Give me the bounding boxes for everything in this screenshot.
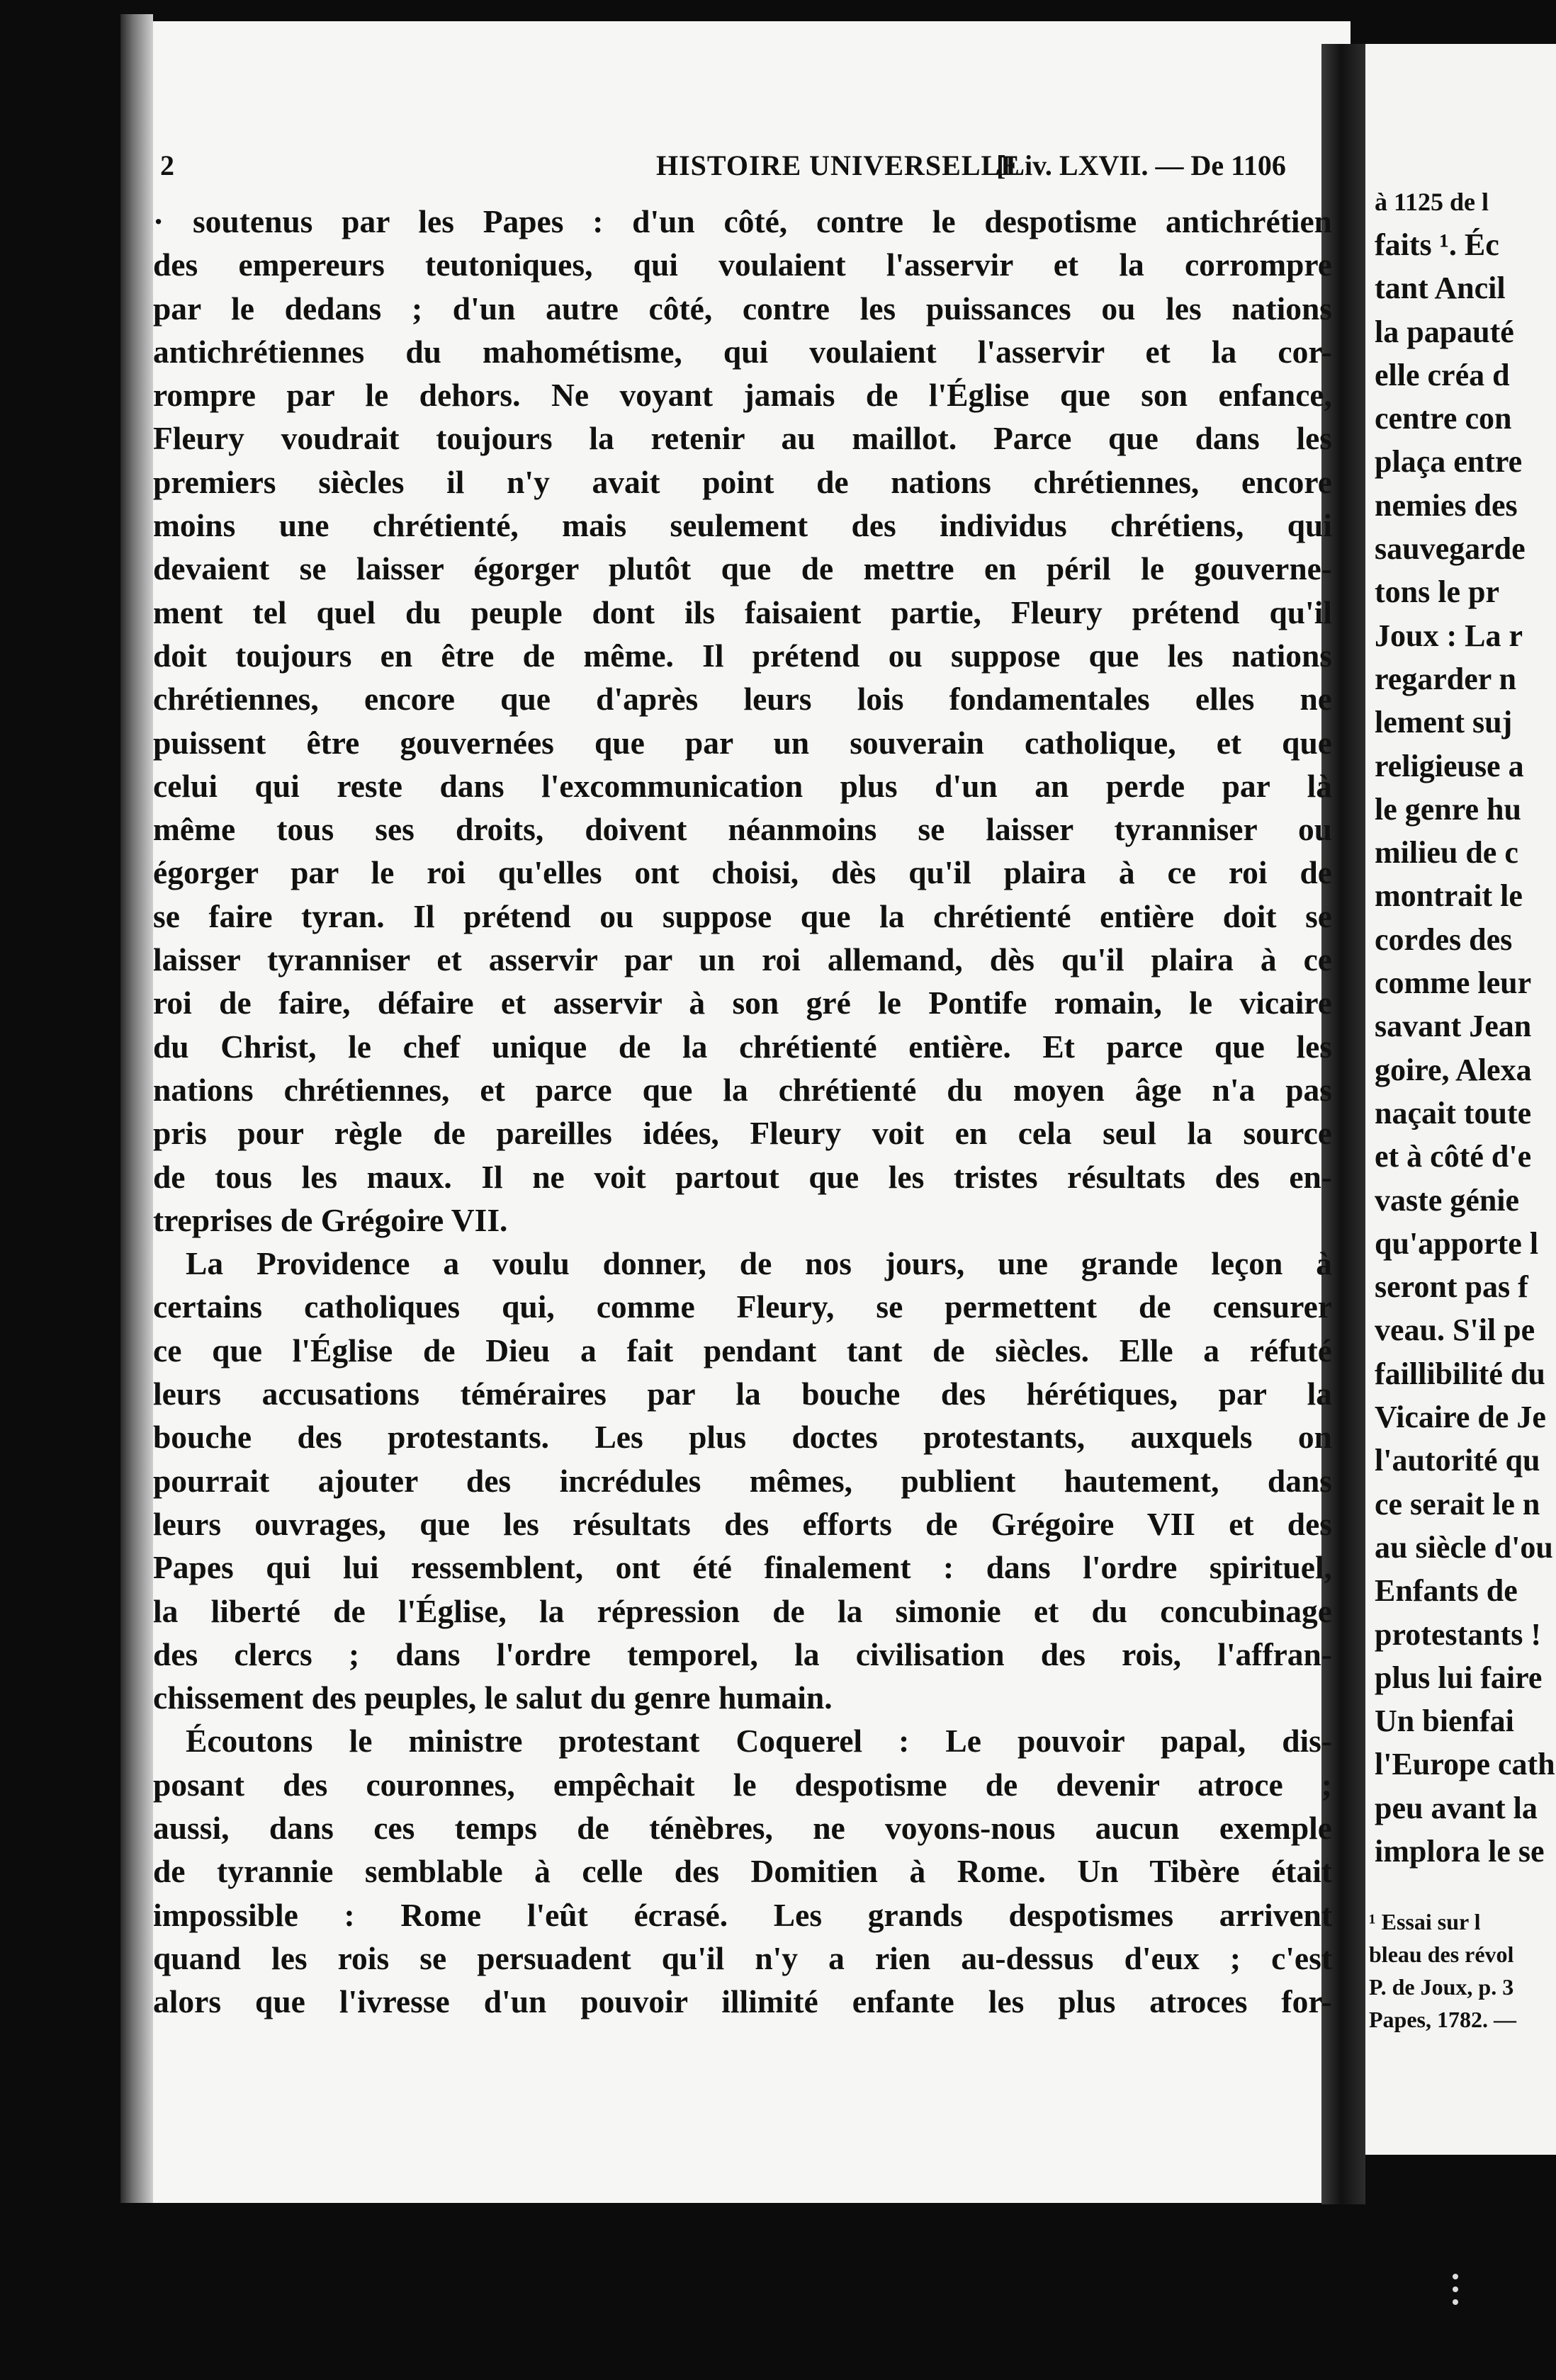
text-line: la liberté de l'Église, la répression de la simonie et du concubinage [153,1592,1332,1629]
right-page-line: tant Ancil [1375,271,1506,306]
right-page-line: plaça entre [1375,444,1523,480]
right-page-line: lement suj [1375,705,1513,740]
text-line: alors que l'ivresse d'un pouvoir illimité enfante les plus atroces for- [153,1983,1332,2020]
right-page-line: l'autorité qu [1375,1443,1540,1478]
text-line: égorger par le roi qu'elles ont choisi, dès qu'il plaira à ce roi de [153,854,1332,891]
main-text-column [153,200,1332,2023]
right-page-line: plus lui faire [1375,1660,1543,1695]
running-header [160,149,1336,191]
text-line: nations chrétiennes, et parce que la chrétienté du moyen âge n'a pas [153,1071,1332,1108]
right-page-line: Vicaire de Je [1375,1400,1546,1435]
right-page-line: savant Jean [1375,1009,1532,1044]
text-line: antichrétiennes du mahométisme, qui voulaient l'asservir et la cor- [153,333,1332,370]
text-line: Fleury voudrait toujours la retenir au maillot. Parce que dans les [153,420,1332,457]
right-page-line: cordes des [1375,922,1513,957]
text-line: puissent être gouvernées que par un souverain catholique, et que [153,724,1332,761]
right-page-line: milieu de c [1375,835,1518,871]
book-edge-left [120,14,153,2203]
right-page-line: goire, Alexa [1375,1052,1532,1087]
text-line: pourrait ajouter des incrédules mêmes, publient hautement, dans [153,1462,1332,1499]
right-page-line: faits ¹. Éc [1375,227,1499,262]
text-line: Écoutons le ministre protestant Coquerel : Le pouvoir papal, dis- [186,1723,1332,1760]
right-page-line: regarder n [1375,661,1516,696]
text-line: leurs ouvrages, que les résultats des efforts de Grégoire VII et des [153,1505,1332,1542]
right-page-line: tons le pr [1375,574,1499,610]
section-marker: [Liv. LXVII. — De 1106 [996,149,1286,181]
right-page-line: protestants ! [1375,1616,1542,1652]
right-page-header: à 1125 de l [1375,188,1489,216]
text-line: doit toujours en être de même. Il prétend ou suppose que les nations [153,637,1332,674]
text-line: même tous ses droits, doivent néanmoins se laisser tyranniser ou [153,811,1332,848]
text-line: du Christ, le chef unique de la chrétienté entière. Et parce que les [153,1028,1332,1065]
right-page-line: seront pas f [1375,1269,1528,1305]
text-line: aussi, dans ces temps de ténèbres, ne voyons-nous aucun exemple [153,1809,1332,1846]
text-line: devaient se laisser égorger plutôt que de mettre en péril le gouverne- [153,550,1332,587]
text-line: roi de faire, défaire et asservir à son gré le Pontife romain, le vicaire [153,985,1332,1021]
right-page-line: Enfants de [1375,1573,1518,1609]
edge-marks [1451,2267,1460,2330]
text-line: · soutenus par les Papes : d'un côté, contre le despotisme antichrétien [153,203,1332,239]
right-page-line: centre con [1375,401,1512,436]
text-line: premiers siècles il n'y avait point de nations chrétiennes, encore [153,463,1332,500]
text-line: chissement des peuples, le salut du genre humain. [153,1679,833,1716]
right-page-line: naçait toute [1375,1095,1532,1130]
right-page-line: l'Europe cath [1375,1747,1555,1782]
text-line: posant des couronnes, empêchait le despotisme de devenir atroce ; [153,1766,1332,1803]
right-page-line: ce serait le n [1375,1486,1540,1522]
text-line: pris pour règle de pareilles idées, Fleury voit en cela seul la source [153,1115,1332,1152]
right-page-line: elle créa d [1375,357,1510,392]
text-line: chrétiennes, encore que d'après leurs lois fondamentales elles ne [153,681,1332,718]
right-page-footnote: Papes, 1782. — [1369,2007,1516,2032]
text-line: par le dedans ; d'un autre côté, contre les puissances ou les nations [153,290,1332,327]
right-page-line: la papauté [1375,314,1514,349]
text-line: La Providence a voulu donner, de nos jours, une grande leçon à [186,1245,1332,1282]
right-page-line: le genre hu [1375,791,1521,827]
right-page-line: montrait le [1375,878,1523,914]
text-line: ment tel quel du peuple dont ils faisaient partie, Fleury prétend qu'il [153,594,1332,630]
right-page-line: nemies des [1375,487,1518,523]
right-page-text [1375,181,1556,1873]
right-page-line: peu avant la [1375,1790,1538,1825]
right-page-line: au siècle d'ou [1375,1529,1553,1565]
running-title: HISTOIRE UNIVERSELLE [656,149,1020,181]
right-page-line: religieuse a [1375,748,1524,783]
text-line: treprises de Grégoire VII. [153,1201,508,1238]
text-line: de tyrannie semblable à celle des Domitien à Rome. Un Tibère était [153,1853,1332,1890]
right-page-lines [1375,223,1556,1873]
right-page-footnotes [1369,1905,1556,2036]
text-line: de tous les maux. Il ne voit partout que les tristes résultats des en- [153,1158,1332,1195]
text-line: des clercs ; dans l'ordre temporel, la civilisation des rois, l'affran- [153,1636,1332,1672]
right-page-line: comme leur [1375,965,1532,1001]
text-line: impossible : Rome l'eût écrasé. Les grands despotismes arrivent [153,1896,1332,1933]
right-page-line: qu'apporte l [1375,1225,1539,1261]
text-line: celui qui reste dans l'excommunication plus d'un an perde par là [153,767,1332,804]
right-page-footnote: ¹ Essai sur l [1369,1909,1481,1934]
right-page-footnote: bleau des révol [1369,1942,1514,1967]
text-line: rompre par le dehors. Ne voyant jamais de l'Église que son enfance, [153,377,1332,414]
right-page-line: sauvegarde [1375,531,1526,567]
text-line: moins une chrétienté, mais seulement des individus chrétiens, qui [153,507,1332,544]
text-line: bouche des protestants. Les plus doctes protestants, auxquels on [153,1419,1332,1456]
text-line: leurs accusations téméraires par la bouche des hérétiques, par la [153,1376,1332,1412]
text-line: se faire tyran. Il prétend ou suppose que la chrétienté entière doit se [153,897,1332,934]
right-page-line: vaste génie [1375,1182,1520,1218]
text-line: laisser tyranniser et asservir par un roi allemand, dès qu'il plaira à ce [153,941,1332,978]
text-line: Papes qui lui ressemblent, ont été finalement : dans l'ordre spirituel, [153,1549,1332,1586]
right-page-line: Un bienfai [1375,1704,1514,1739]
text-line: ce que l'Église de Dieu a fait pendant tant de siècles. Elle a réfuté [153,1332,1332,1368]
text-line: certains catholiques qui, comme Fleury, se permettent de censurer [153,1288,1332,1325]
right-page-line: et à côté d'e [1375,1139,1532,1174]
right-page-line: veau. S'il pe [1375,1313,1535,1348]
right-page-line: implora le se [1375,1833,1545,1869]
text-line: des empereurs teutoniques, qui voulaient l'asservir et la corrompre [153,246,1332,283]
right-page-footnote: P. de Joux, p. 3 [1369,1974,1514,2000]
page-number: 2 [160,149,174,181]
right-page-line: Joux : La r [1375,618,1523,653]
right-page-line: faillibilité du [1375,1356,1545,1391]
text-line: quand les rois se persuadent qu'il n'y a rien au-dessus d'eux ; c'est [153,1939,1332,1976]
